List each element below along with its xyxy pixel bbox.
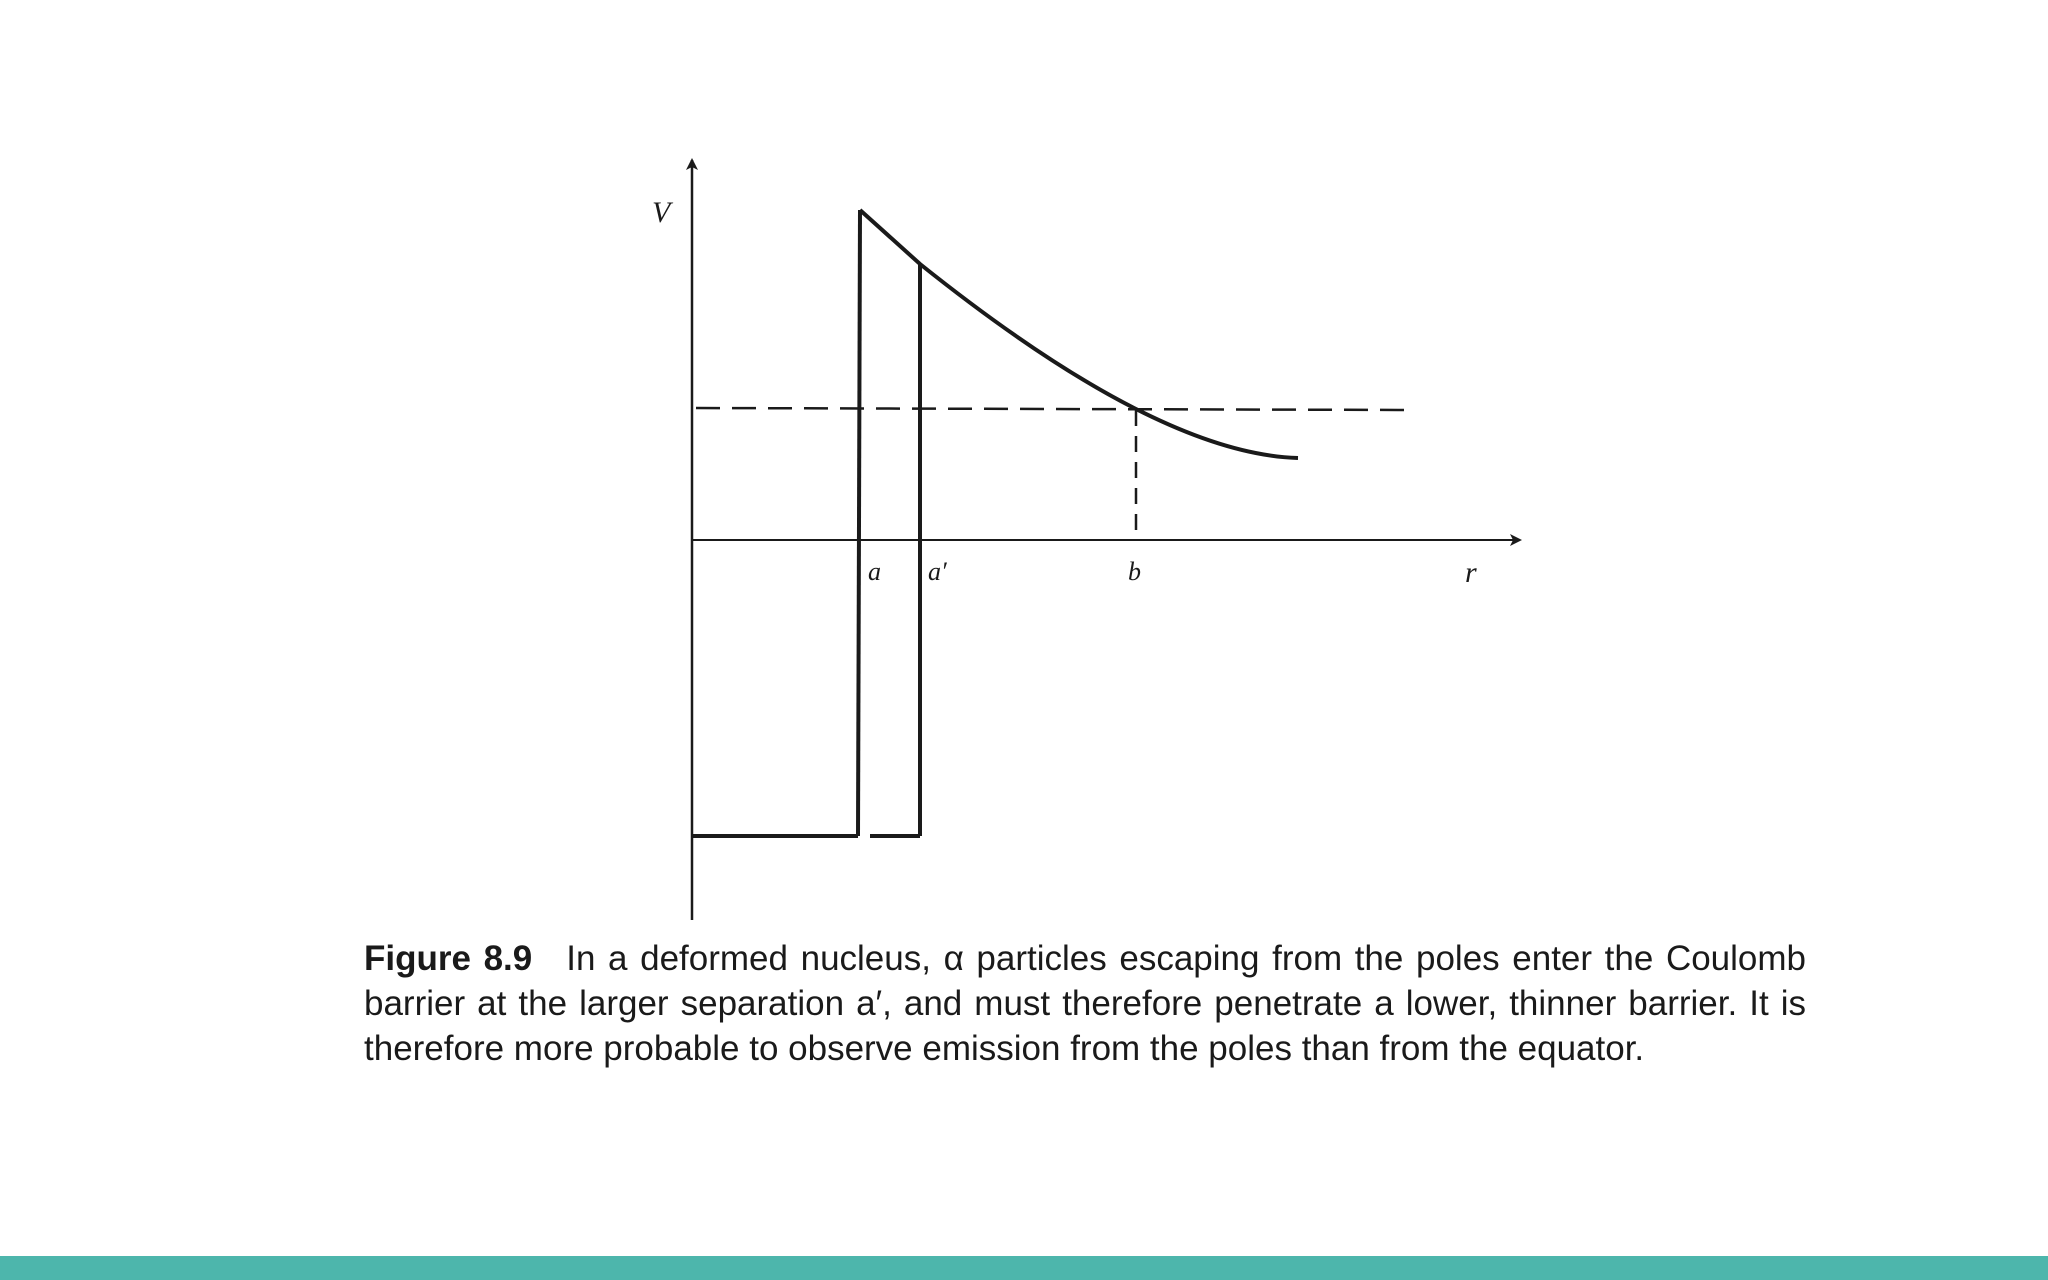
wall-at-a (858, 210, 860, 836)
figure-caption (364, 936, 1806, 1071)
energy-level-dashed (696, 408, 1415, 410)
tick-label-b: b (1128, 557, 1141, 586)
tick-label-a-prime: a′ (928, 557, 947, 586)
y-axis-label: V (652, 196, 671, 229)
x-axis-label: r (1465, 556, 1477, 589)
bottom-accent-bar (0, 1256, 2048, 1280)
figure-number: Figure 8.9 (364, 939, 533, 978)
caption-text: In a deformed nucleus, α particles escaping from the poles enter the Coulomb barrier at the larger separation a′, and must therefore penetrate a lower, thinner barrier. It is therefore more probable to observe emission from the poles than from the equator. (364, 939, 1807, 1068)
tick-label-a: a (868, 557, 881, 586)
coulomb-barrier-curve (860, 210, 1298, 458)
